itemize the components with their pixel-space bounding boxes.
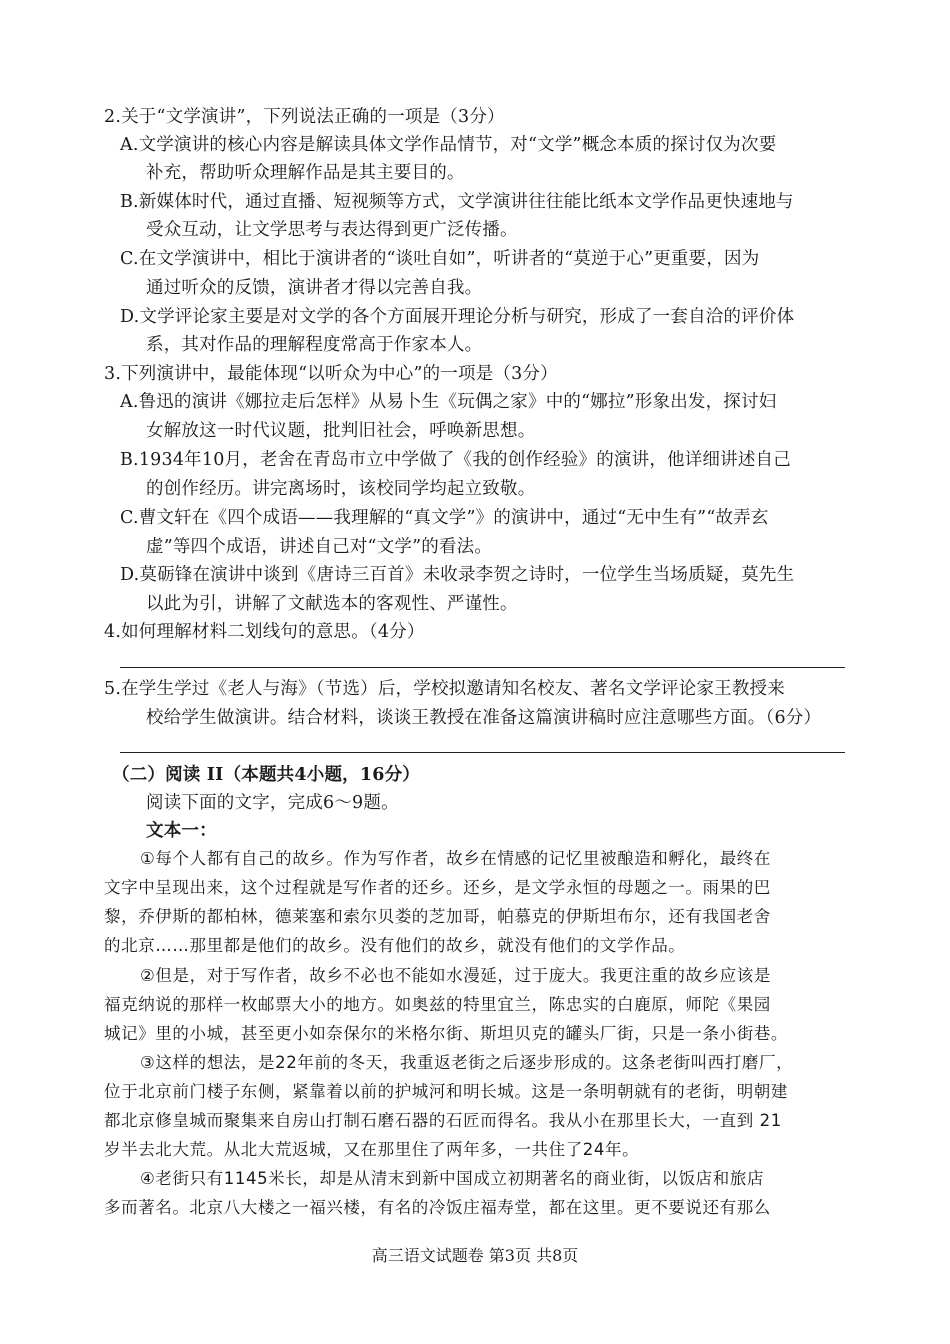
question-2-option-d: D.文学评论家主要是对文学的各个方面展开理论分析与研究，形成了一套自洽的评价体 [120, 307, 795, 327]
paragraph-3-line: 位于北京前门楼子东侧，紧靠着以前的护城河和明长城。这是一条明朝就有的老街，明朝建 [104, 1082, 788, 1101]
question-2-option-a: A.文学演讲的核心内容是解读具体文学作品情节，对“文学”概念本质的探讨仅为次要 [120, 135, 777, 155]
section-title: （二）阅读 II（本题共4小题，16分） [112, 765, 420, 785]
question-3-option-a: A.鲁迅的演讲《娜拉走后怎样》从易卜生《玩偶之家》中的“娜拉”形象出发，探讨妇 [120, 392, 777, 412]
paragraph-1-line: 文字中呈现出来，这个过程就是写作者的还乡。还乡，是文学永恒的母题之一。雨果的巴 [104, 878, 771, 897]
answer-line-q5 [120, 752, 845, 753]
question-3-option-a-cont: 女解放这一时代议题，批判旧社会，呼唤新思想。 [146, 421, 536, 441]
question-2-option-c-cont: 通过听众的反馈，演讲者才得以完善自我。 [146, 278, 483, 298]
question-3-option-d: D.莫砺锋在演讲中谈到《唐诗三百首》未收录李贺之诗时，一位学生当场质疑，莫先生 [120, 565, 795, 585]
paragraph-3-line: 岁半去北大荒。从北大荒返城，又在那里住了两年多，一共住了24年。 [104, 1140, 640, 1159]
question-5-stem: 5.在学生学过《老人与海》（节选）后，学校拟邀请知名校友、著名文学评论家王教授来 [104, 679, 785, 699]
question-2-stem: 2.关于“文学演讲”，下列说法正确的一项是（3分） [104, 107, 505, 127]
question-5-stem-cont: 校给学生做演讲。结合材料，谈谈王教授在准备这篇演讲稿时应注意哪些方面。（6分） [146, 708, 822, 728]
paragraph-4-line: ④老街只有1145米长，却是从清末到新中国成立初期著名的商业街，以饭店和旅店 [140, 1169, 765, 1188]
question-3-stem: 3.下列演讲中，最能体现“以听众为中心”的一项是（3分） [104, 364, 558, 384]
answer-line-q4 [120, 667, 845, 668]
paragraph-4-line: 多而著名。北京八大楼之一福兴楼，有名的冷饭庄福寿堂，都在这里。更不要说还有那么 [104, 1198, 771, 1217]
section-instruction: 阅读下面的文字，完成6～9题。 [146, 793, 399, 813]
question-3-option-d-cont: 以此为引，讲解了文献选本的客观性、严谨性。 [146, 594, 518, 614]
question-3-option-c-cont: 虚”等四个成语，讲述自己对“文学”的看法。 [146, 537, 493, 557]
question-2-option-b-cont: 受众互动，让文学思考与表达得到更广泛传播。 [146, 220, 518, 240]
paragraph-1-line: 黎，乔伊斯的都柏林，德莱塞和索尔贝娄的芝加哥，帕慕克的伊斯坦布尔，还有我国老舍 [104, 907, 771, 926]
page-footer: 高三语文试题卷 第3页 共8页 [371, 1246, 579, 1265]
question-2-option-d-cont: 系，其对作品的理解程度常高于作家本人。 [146, 335, 483, 355]
paragraph-2-line: 城记》里的小城，甚至更小如奈保尔的米格尔街、斯坦贝克的罐头厂街，只是一条小街巷。 [104, 1024, 788, 1043]
question-3-option-b-cont: 的创作经历。讲完离场时，该校同学均起立致敬。 [146, 479, 536, 499]
question-3-option-b: B.1934年10月，老舍在青岛市立中学做了《我的创作经验》的演讲，他详细讲述自己 [120, 450, 791, 470]
paragraph-2-line: 福克纳说的那样一枚邮票大小的地方。如奥兹的特里宜兰，陈忠实的白鹿原，师陀《果园 [104, 995, 771, 1014]
paragraph-3-line: 都北京修皇城而聚集来自房山打制石磨石器的石匠而得名。我从小在那里长大，一直到 21 [104, 1111, 782, 1130]
question-2-option-a-cont: 补充，帮助听众理解作品是其主要目的。 [146, 163, 465, 183]
paragraph-3-line: ③这样的想法，是22年前的冬天，我重返老街之后逐步形成的。这条老街叫西打磨厂， [140, 1053, 794, 1072]
paragraph-1-line: 的北京……那里都是他们的故乡。没有他们的故乡，就没有他们的文学作品。 [104, 936, 686, 955]
question-4-stem: 4.如何理解材料二划线句的意思。（4分） [104, 622, 425, 642]
question-3-option-c: C.曹文轩在《四个成语——我理解的“真文学”》的演讲中，通过“无中生有”“故弄玄 [120, 508, 769, 528]
question-2-option-b: B.新媒体时代，通过直播、短视频等方式，文学演讲往往能比纸本文学作品更快速地与 [120, 192, 794, 212]
paragraph-2-line: ②但是，对于写作者，故乡不必也不能如水漫延，过于庞大。我更注重的故乡应该是 [140, 966, 771, 985]
question-2-option-c: C.在文学演讲中，相比于演讲者的“谈吐自如”，听讲者的“莫逆于心”更重要，因为 [120, 249, 760, 269]
text-one-title: 文本一： [146, 821, 217, 841]
paragraph-1-line: ①每个人都有自己的故乡。作为写作者，故乡在情感的记忆里被酿造和孵化，最终在 [140, 849, 771, 868]
